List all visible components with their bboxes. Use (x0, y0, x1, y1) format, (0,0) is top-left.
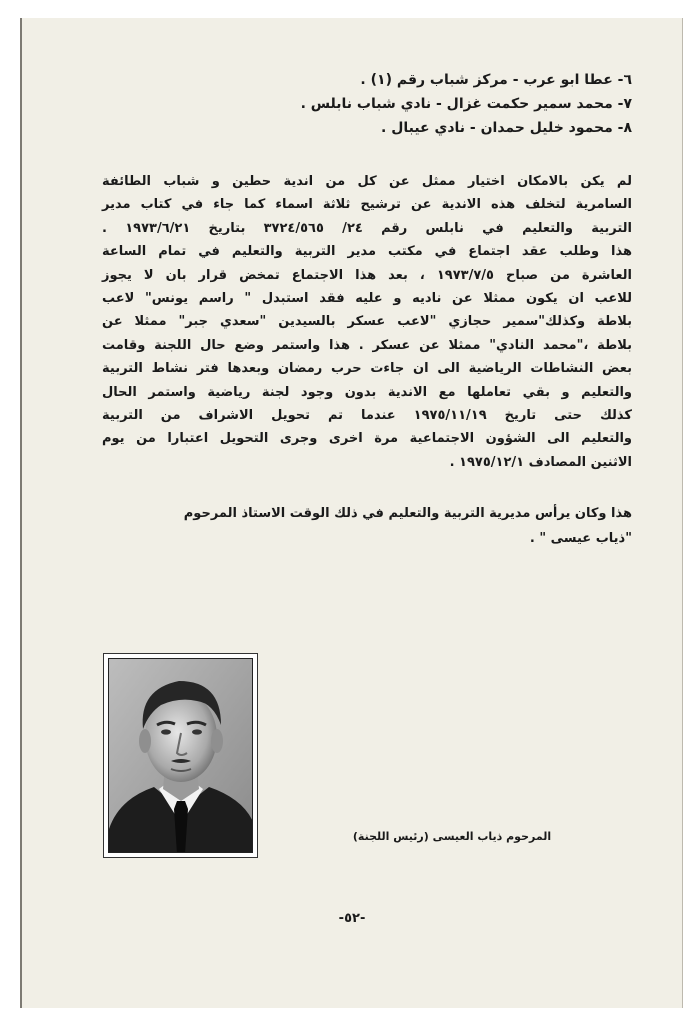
paragraph-line: للاعب ان يكون ممثلا عن ناديه و عليه فقد استبدل " راسم يونس" لاعب (102, 290, 632, 306)
main-paragraph (102, 170, 632, 474)
paragraph-line: كذلك حتى تاريخ ١٩٧٥/١١/١٩ عندما تم تحويل الاشراف من التربية (102, 407, 632, 423)
paragraph-line: هذا وكان يرأس مديرية التربية والتعليم في ذلك الوقت الاستاذ المرحوم (183, 506, 632, 522)
paragraph-line: بلاطة وكذلك"سمير حجازي "لاعب عسكر بالسيدين "سعدي جبر" ممثلا عن (102, 314, 632, 330)
paragraph-line: السامرية لتخلف هذه الاندية عن ترشيح ثلاثة اسماء كما جاء في كتاب مدير (102, 197, 632, 213)
paragraph-line: "ذياب عيسى " . (529, 531, 632, 547)
list-item: ٦- عطا ابو عرب - مركز شباب رقم (١) . (360, 72, 632, 88)
portrait-photo-frame (103, 653, 258, 858)
portrait-image (109, 659, 253, 853)
list-item: ٧- محمد سمير حكمت غزال - نادي شباب نابلس . (300, 96, 632, 112)
paragraph-line: والتعليم الى الشؤون الاجتماعية مرة اخرى وجرى التحويل اعتبارا من يوم (102, 431, 632, 447)
paragraph-line: الاثنين المصادف ١٩٧٥/١٢/١ . (449, 454, 632, 470)
paragraph-line: التربية والتعليم في نابلس رقم ٢٤/ ٣٧٢٤/٥٦٥ بتاريخ ١٩٧٣/٦/٢١ . (102, 220, 633, 236)
paragraph-line: العاشرة من صباح ١٩٧٣/٧/٥ ، بعد هذا الاجتماع تمخض قرار بان لا يجوز (102, 267, 632, 283)
page-content (102, 68, 632, 551)
page-number: -٥٢- (338, 911, 366, 926)
director-paragraph (102, 501, 632, 551)
document-page (20, 18, 683, 1008)
paragraph-line: هذا وطلب عقد اجتماع في مكتب مدير التربية والتعليم في تمام الساعة (102, 244, 632, 260)
paragraph-line: بلاطة ،"محمد النادي" ممثلا عن عسكر . هذا واستمر وضع حال اللجنة وقامت (102, 337, 632, 353)
paragraph-line: بعض النشاطات الرياضية الى ان جاءت حرب رمضان وبعدها فتر نشاط التربية (102, 361, 632, 377)
paragraph-line: والتعليم و بقي تعاملها مع الاندية بدون وجود لجنة رياضية واستمر الحال (102, 384, 632, 400)
list-item: ٨- محمود خليل حمدان - نادي عيبال . (381, 120, 632, 136)
member-list (102, 68, 632, 140)
paragraph-line: لم يكن بالامكان اختيار ممثل عن كل من اندية حطين و شباب الطائفة (102, 174, 632, 189)
portrait-photo (108, 658, 253, 853)
photo-caption: المرحوم ذياب العيسى (رئيس اللجنة) (352, 830, 552, 843)
